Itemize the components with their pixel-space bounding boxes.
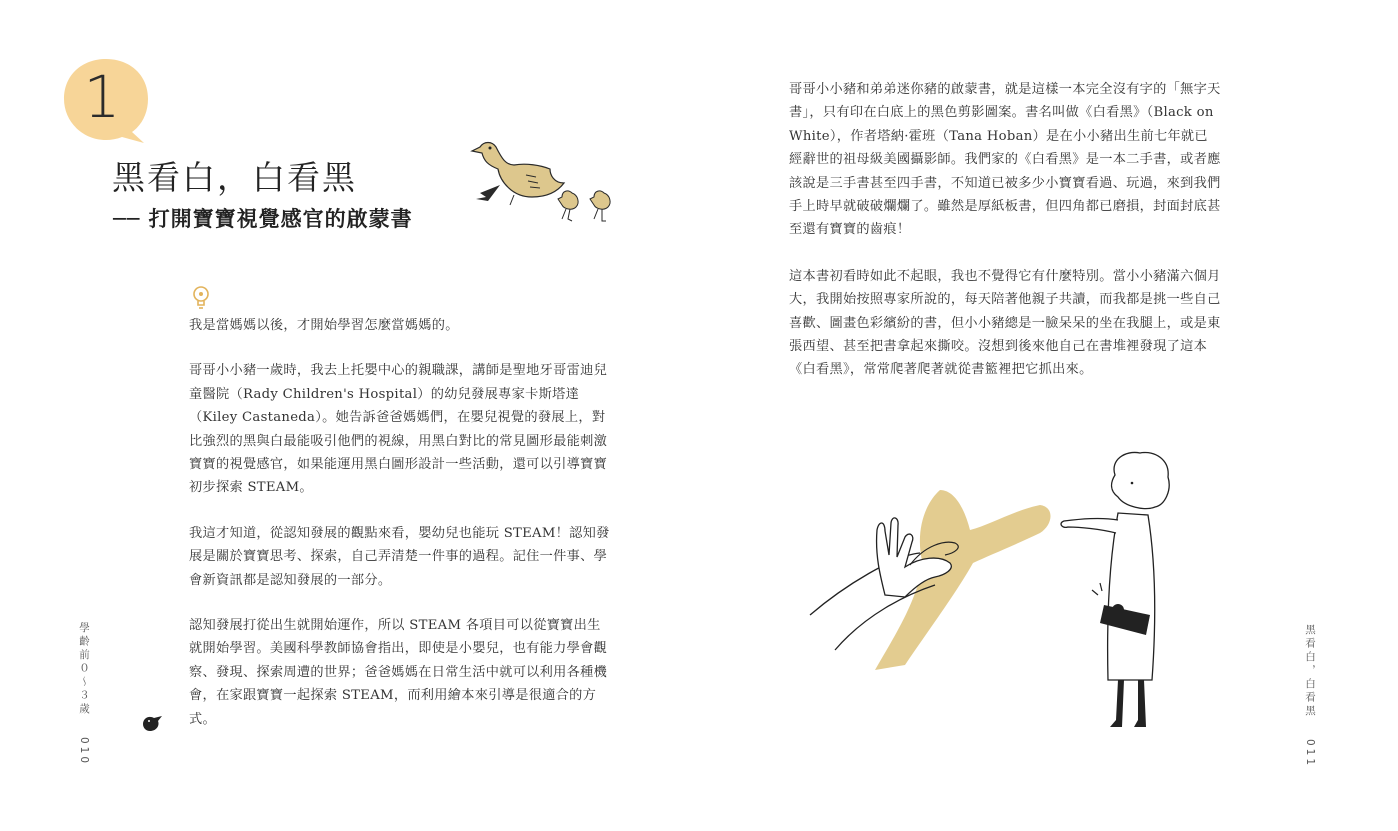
lightbulb-icon [190, 284, 212, 310]
right-page-body [789, 78, 1221, 405]
left-running-footer [78, 622, 92, 766]
page-number: 010 [78, 736, 90, 766]
chapter-subtitle: ── 打開寶寶視覺感官的啟蒙書 [113, 207, 413, 231]
right-running-footer [1304, 624, 1318, 768]
section-label: 黑看白，白看黑 [1304, 624, 1316, 719]
hands-shadow-illustration [805, 445, 1075, 735]
chapter-number: 1 [83, 63, 121, 131]
left-page-body [189, 314, 613, 753]
chapter-title: 黑看白，白看黑 [112, 158, 357, 197]
paragraph: 認知發展打從出生就開始運作，所以 STEAM 各項目可以從寶寶出生就開始學習。美國科學教師協會指出，即使是小嬰兒，也有能力學會觀察、發現、探索周遭的世界；爸爸媽媽在日常生活中就可以利用各種機會，在家跟寶寶一起探索 STEAM，而利用繪本來引導是很適合的方式。 [189, 618, 608, 727]
paragraph: 哥哥小小豬和弟弟迷你豬的啟蒙書，就是這樣一本完全沒有字的「無字天書」，只有印在白底上的黑色剪影圖案。書名叫做《白看黑》（Black on White），作者塔納·霍班（Tana Hoban）是在小小豬出生前七年就已經辭世的祖母級美國攝影師。我們家的《白看黑》是一本二手書，或者應該說是三手書甚至四手書，不知道已被多少小寶寶看過、玩過，來到我們手上時早就破破爛爛了。雖然是厚紙板書，但四角都已磨損，封面封底甚至還有寶寶的齒痕！ [789, 82, 1221, 238]
paragraph: 這本書初看時如此不起眼，我也不覺得它有什麼特別。當小小豬滿六個月大，我開始按照專家所說的，每天陪著他親子共讀，而我都是挑一些自己喜歡、圖畫色彩繽紛的書，但小小豬總是一臉呆呆的坐在我腿上，或是東張西望、甚至把書拿起來撕咬。沒想到後來他自己在書堆裡發現了這本《白看黑》，常常爬著爬著就從書籃裡把它抓出來。 [789, 268, 1221, 378]
paragraph: 哥哥小小豬一歲時，我去上托嬰中心的親職課，講師是聖地牙哥雷迪兒童醫院（Rady Children's Hospital）的幼兒發展專家卡斯塔達（Kiley Castaneda）。她告訴爸爸媽媽們，在嬰兒視覺的發展上，對比強烈的黑與白最能吸引他們的視線，用黑白對比的常見圖形最能刺激寶寶的視覺感官，如果能運用黑白圖形設計一些活動，還可以引導寶寶初步探索 STEAM。 [189, 363, 608, 496]
ducks-illustration [470, 135, 620, 235]
bird-icon [140, 712, 166, 734]
section-label: 學齡前０～３歲 [78, 622, 90, 717]
paragraph: 我這才知道，從認知發展的觀點來看，嬰幼兒也能玩 STEAM！認知發展是關於寶寶思考、探索，自己弄清楚一件事的過程。記住一件事、學會新資訊都是認知發展的一部分。 [189, 525, 610, 588]
paragraph: 我是當媽媽以後，才開始學習怎麼當媽媽的。 [189, 318, 459, 333]
child-illustration [1060, 445, 1225, 735]
page-number: 011 [1304, 738, 1316, 768]
